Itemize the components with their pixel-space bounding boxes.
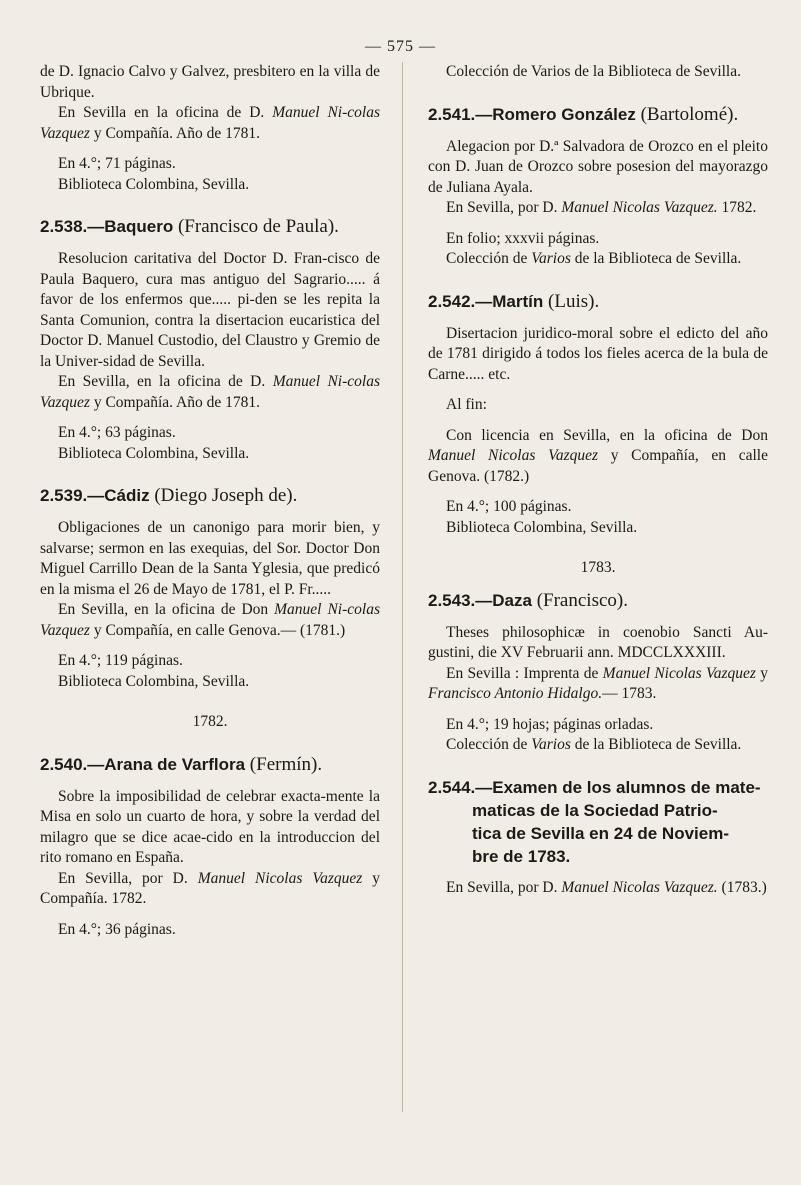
format: En 4.°; 100 páginas. <box>446 498 572 515</box>
format: En 4.°; 119 páginas. <box>58 652 183 669</box>
entry-2544 <box>428 776 768 899</box>
format: En 4.°; 71 páginas. <box>58 155 176 172</box>
entry-heading: 2.540.—Arana de Varflora (Fermín). <box>40 753 323 775</box>
imprint: En Sevilla en la oficina de D. Manuel Ni-colas Vazquez y Compañía. Año de 1781. <box>40 104 380 142</box>
entry-2540-location: Colección de Varios de la Biblioteca de Sevilla. <box>446 63 741 80</box>
entry-2542 <box>428 290 768 539</box>
entry-title: Resolucion caritativa del Doctor D. Fran-cisco de Paula Baquero, cura mas antiguo del Sagrario..... á favor de los enfermos que..... pi-den se les repita la Santa Comunion, contra la disertacion eucaristica del Doctor D. Manuel Custodio, del Claustro y Gremio de la Univer-sidad de Sevilla. <box>40 250 380 370</box>
year-heading: 1782. <box>192 713 228 730</box>
location: Colección de Varios de la Biblioteca de Sevilla. <box>446 736 742 753</box>
entry-heading: 2.544.—Examen de los alumnos de mate- maticas de la Sociedad Patrio- tica de Sevilla en 24 de Noviem- bre de 1783. <box>428 777 761 866</box>
location: Biblioteca Colombina, Sevilla. <box>58 175 250 193</box>
location: Biblioteca Colombina, Sevilla. <box>446 518 638 536</box>
entry-heading: 2.539.—Cádiz (Diego Joseph de). <box>40 485 298 506</box>
entry-2537-continued <box>40 62 380 195</box>
format: En 4.°; 36 páginas. <box>58 920 176 938</box>
imprint: En Sevilla, en la oficina de D. Manuel Ni-colas Vazquez y Compañía. Año de 1781. <box>40 373 380 411</box>
entry-title: Disertacion juridico-moral sobre el edicto del año de 1781 dirigido á todos los fieles acerca de la bula de Carne..... etc. <box>428 324 768 383</box>
entry-2539 <box>40 484 380 692</box>
format: En folio; xxxvii páginas. <box>446 229 600 247</box>
imprint: En Sevilla, por D. Manuel Nicolas Vazquez. 1782. <box>446 199 757 216</box>
format: En 4.°; 63 páginas. <box>58 424 176 441</box>
entry-2541 <box>428 103 768 270</box>
entry-2538 <box>40 215 380 464</box>
year-heading: 1783. <box>580 559 616 576</box>
imprint: En Sevilla, en la oficina de Don Manuel Ni-colas Vazquez y Compañía, en calle Genova.— (1781.) <box>40 601 380 639</box>
entry-title: Obligaciones de un canonigo para morir bien, y salvarse; sermon en las exequias, del Sor. Doctor Don Miguel Carrillo Dean de la Santa Yglesia, que predicó en la misma el 26 de Mayo de 1781, el P. Fr..... <box>40 519 380 598</box>
entry-title: Alegacion por D.ª Salvadora de Orozco en el pleito con D. Juan de Orozco sobre posesion del mayorazgo de Juliana Ayala. <box>428 137 768 196</box>
imprint: Con licencia en Sevilla, en la oficina de Don Manuel Nicolas Vazquez y Compañía, en calle Genova. (1782.) <box>428 426 768 485</box>
entry-heading: 2.538.—Baquero (Francisco de Paula). <box>40 216 339 237</box>
location: Biblioteca Colombina, Sevilla. <box>58 444 250 462</box>
entry-2540 <box>40 753 380 941</box>
column-divider <box>402 62 403 1112</box>
entry-title: Theses philosophicæ in coenobio Sancti Au-gustini, die XV Februarii ann. MDCCLXXXIII. <box>428 623 768 661</box>
location: Colección de Varios de la Biblioteca de Sevilla. <box>446 250 742 267</box>
right-column <box>428 62 768 898</box>
entry-heading: 2.542.—Martín (Luis). <box>428 290 600 312</box>
location: Biblioteca Colombina, Sevilla. <box>58 672 250 690</box>
imprint: En Sevilla, por D. Manuel Nicolas Vazquez. (1783.) <box>446 878 767 896</box>
format: En 4.°; 19 hojas; páginas orladas. <box>446 715 654 733</box>
imprint: En Sevilla, por D. Manuel Nicolas Vazquez y Compañía. 1782. <box>40 869 381 907</box>
entry-text: de D. Ignacio Calvo y Galvez, presbitero en la villa de Ubrique. <box>40 63 380 101</box>
entry-2543 <box>428 589 768 756</box>
entry-heading: 2.543.—Daza (Francisco). <box>428 589 628 611</box>
entry-title: Sobre la imposibilidad de celebrar exacta-mente la Misa en solo un cuarto de hora, y sobre la verdad del milagro que se dice acae-cido en la introduccion del rito romano en España. <box>40 787 380 866</box>
colophon-label: Al fin: <box>446 396 487 413</box>
imprint: En Sevilla : Imprenta de Manuel Nicolas Vazquez y Francisco Antonio Hidalgo.— 1783. <box>428 664 768 702</box>
page-number: — 575 — <box>365 38 436 55</box>
left-column <box>40 62 380 940</box>
entry-heading: 2.541.—Romero González (Bartolomé). <box>428 103 739 125</box>
